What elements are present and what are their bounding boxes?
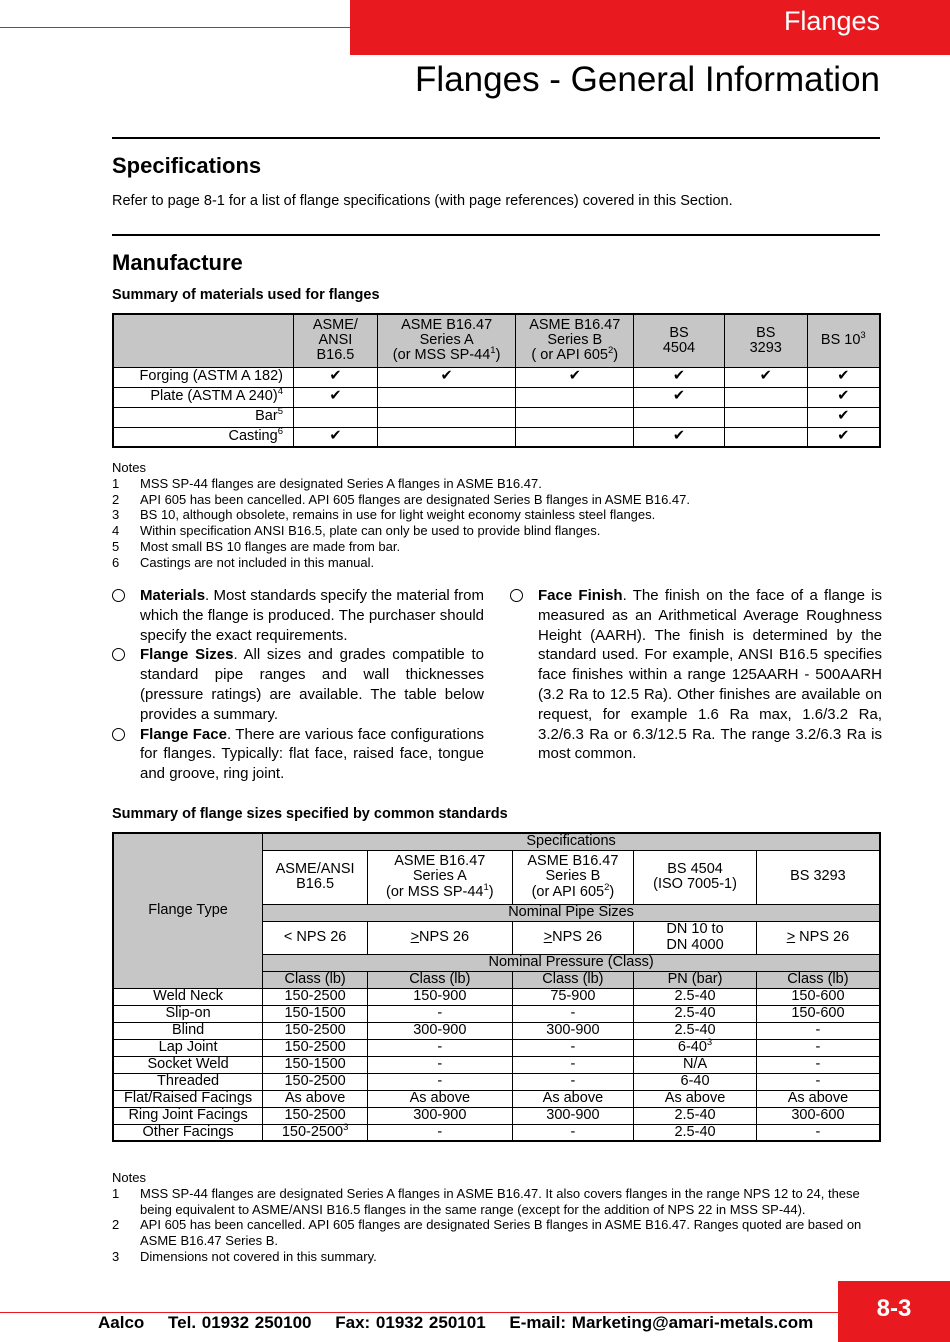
header-line: ANSI [318,332,353,349]
note-text: MSS SP-44 flanges are designated Series A flanges in ASME B16.47. [140,475,542,491]
size-range-cell [512,988,634,1005]
size-range-cell [756,1039,880,1056]
check-icon: ✔ [377,367,516,387]
empty-cell [724,387,807,407]
pipe-size-cell [756,921,880,954]
size-range-value: N/A [682,1055,708,1072]
spec-column-header [512,850,634,904]
check-icon: ✔ [634,387,725,407]
size-range-cell [263,1073,368,1090]
size-range-cell [512,1022,634,1039]
materials-notes [112,460,887,571]
note-text: Within specification ANSI B16.5, plate can only be used to provide blind flanges. [140,523,601,539]
size-range-cell [756,1124,880,1141]
footnote-ref: 2 [607,345,614,357]
size-range-cell [756,1022,880,1039]
flange-type-name: Socket Weld [113,1056,263,1073]
pipe-size-prefix: > [410,928,420,945]
size-range-value: - [437,1123,443,1140]
note-number: 2 [112,1217,120,1233]
note-text: MSS SP-44 flanges are designated Series A flanges in ASME B16.47. It also covers flanges in the range NPS 12 to 24, these being equivalent to ASME/ANSI B16.5 flanges in the same range (except for the addition of NPS 22 in MSS SP-44). [140,1185,860,1217]
size-range-value: 75-900 [550,987,596,1004]
table-row [113,407,880,427]
header-line: ASME B16.47 [529,316,621,333]
size-range-value: 150-2500 [284,1021,346,1038]
header-tail: ) [609,883,615,900]
size-range-value: - [570,1004,576,1021]
size-range-cell [634,1073,757,1090]
size-range-cell [263,988,368,1005]
size-range-value: 300-900 [546,1021,600,1038]
materials-table-header [113,314,880,367]
spec-column-header [368,850,513,904]
check-icon: ✔ [807,427,880,447]
table-row [113,1090,880,1107]
note-item [112,539,887,555]
flange-type-name: Threaded [113,1073,263,1090]
empty-cell [377,427,516,447]
corner-cell [113,314,293,367]
size-range-cell [634,1090,757,1107]
note-number: 3 [112,507,120,523]
size-range-cell [634,1039,757,1056]
header-line: (or MSS SP-44 [385,883,484,900]
circle-bullet-icon [112,589,125,602]
footnote-ref: 3 [860,330,866,342]
pipe-size-cell [263,921,368,954]
pipe-size-cell [368,921,513,954]
size-range-cell [368,1073,513,1090]
size-range-cell [634,1005,757,1022]
header-line: B16.5 [296,876,335,892]
note-item [112,476,887,492]
footer-fax: Fax: 01932 250101 [335,1313,486,1332]
pipe-size-line: DN 4000 [666,936,724,953]
size-range-cell [512,1090,634,1107]
size-range-value: 2.5-40 [674,1123,716,1140]
size-range-cell [263,1005,368,1022]
note-number: 4 [112,523,120,539]
header-line: (or API 605 [531,883,605,900]
footnote-ref: 3 [343,1121,349,1133]
empty-cell [516,387,634,407]
circle-bullet-icon [510,589,523,602]
bullet-item [510,586,882,764]
material-name: Bar [255,408,278,425]
empty-cell [377,387,516,407]
note-text: API 605 has been cancelled. API 605 flanges are designated Series B flanges in ASME B16.47. Ranges quoted are based on ASME B16.47 Series B. [140,1217,862,1249]
pipe-size-prefix: < NPS 26 [283,928,347,945]
note-item [112,1217,887,1249]
flange-type-name: Blind [113,1022,263,1039]
header-line: B16.5 [316,347,355,364]
specifications-text: Refer to page 8-1 for a list of flange specifications (with page references) covered in this Section. [112,193,733,209]
bullet-title: Face Finish [538,587,623,604]
sizes-header-row [113,833,880,850]
pipe-size-value: NPS 26 [795,928,850,945]
material-name: Casting [228,428,278,445]
footnote-ref: 1 [483,881,489,893]
specifications-heading: Specifications [112,153,262,178]
size-range-value: 300-600 [791,1106,845,1123]
size-range-value: 150-900 [413,987,467,1004]
bullet-text: . Most standards specify the material from which the flange is produced. The purchaser should specify the exact requirements. [140,587,484,644]
check-icon: ✔ [634,427,725,447]
footer-company: Aalco [98,1313,145,1332]
size-range-cell [756,1005,880,1022]
note-item [112,555,887,571]
empty-cell [293,407,377,427]
size-range-value: As above [284,1089,346,1106]
column-header [634,314,725,367]
size-range-value: 2.5-40 [674,1021,716,1038]
size-range-value: - [815,1123,821,1140]
pipe-size-prefix: > [543,928,553,945]
header-line: Series A [419,332,474,349]
header-line: ASME B16.47 [527,853,619,870]
pressure-unit-header: PN (bar) [634,971,757,988]
size-range-value: - [570,1072,576,1089]
bullet-title: Materials [140,587,206,604]
size-range-value: As above [542,1089,604,1106]
size-range-value: 150-2500 [281,1123,344,1140]
size-range-cell [368,1107,513,1124]
row-label [113,387,293,407]
pipe-size-value: NPS 26 [419,928,470,945]
check-icon: ✔ [724,367,807,387]
pressure-unit-header: Class (lb) [512,971,634,988]
spec-column-header [756,850,880,904]
note-number: 3 [112,1248,120,1264]
size-range-cell [512,1039,634,1056]
header-line: BS [756,324,776,341]
check-icon: ✔ [293,427,377,447]
nominal-pressure-header: Nominal Pressure (Class) [263,954,880,971]
size-range-cell [756,1056,880,1073]
sizes-table-heading: Summary of flange sizes specified by common standards [112,806,508,822]
size-range-cell [512,1056,634,1073]
note-text: BS 10, although obsolete, remains in use for light weight economy stainless steel flanges. [140,507,656,523]
footnote-ref: 3 [706,1037,713,1049]
size-range-cell [512,1124,634,1141]
page-number: 8-3 [876,1295,912,1322]
size-range-cell [634,1107,757,1124]
note-number: 1 [112,475,120,491]
table-row [113,387,880,407]
size-range-cell [368,1005,513,1022]
flange-type-name: Ring Joint Facings [113,1107,263,1124]
size-range-value: 6-40 [680,1072,710,1089]
empty-cell [516,407,634,427]
header-line: ( or API 605 [531,347,608,364]
table-row [113,1124,880,1141]
note-number: 6 [112,554,120,570]
note-item [112,507,887,523]
materials-table-heading: Summary of materials used for flanges [112,287,380,303]
size-range-cell [368,988,513,1005]
size-range-value: 300-900 [546,1106,600,1123]
size-range-cell [368,1039,513,1056]
header-line: (ISO 7005-1) [653,876,737,892]
table-row [113,988,880,1005]
size-range-value: - [815,1055,821,1072]
size-range-value: 150-600 [791,1004,845,1021]
size-range-cell [634,1124,757,1141]
empty-cell [377,407,516,427]
circle-bullet-icon [112,648,125,661]
flange-type-name: Weld Neck [113,988,263,1005]
bullet-item [112,725,484,784]
size-range-value: 150-2500 [284,1106,346,1123]
note-number: 2 [112,491,120,507]
table-row [113,1039,880,1056]
material-name: Plate (ASTM A 240) [150,388,278,405]
column-header [724,314,807,367]
header-line: ASME/ANSI [275,860,355,877]
size-range-cell [634,1022,757,1039]
size-range-value: - [437,1055,443,1072]
note-text: Dimensions not covered in this summary. [140,1248,377,1264]
flange-type-name: Other Facings [113,1124,263,1141]
size-range-value: 2.5-40 [674,1106,716,1123]
table-row [113,1073,880,1090]
header-tail: ) [495,347,501,364]
bullet-title: Flange Sizes [140,646,234,664]
size-range-cell [512,1073,634,1090]
sizes-table [112,832,881,1142]
pipe-size-line: DN 10 to [666,921,724,938]
footnote-ref: 4 [277,386,283,398]
empty-cell [516,427,634,447]
size-range-value: - [437,1038,443,1055]
size-range-value: As above [787,1089,849,1106]
header-line: BS 3293 [790,868,846,885]
header-line: 4504 [662,339,696,356]
check-icon: ✔ [293,387,377,407]
note-text: Castings are not included in this manual. [140,554,375,570]
note-number: 1 [112,1185,120,1201]
note-number: 5 [112,538,120,554]
size-range-cell [263,1107,368,1124]
size-range-value: As above [409,1089,471,1106]
column-header [293,314,377,367]
header-line: BS 4504 [667,860,723,877]
manufacture-heading: Manufacture [112,250,243,275]
size-range-cell [634,988,757,1005]
notes-label: Notes [112,1170,146,1185]
divider [112,234,880,236]
size-range-value: 150-600 [791,987,845,1004]
footer-tel: Tel. 01932 250100 [168,1313,312,1332]
pressure-unit-header: Class (lb) [263,971,368,988]
size-range-cell [263,1056,368,1073]
header-tail: ) [613,347,619,364]
footer-contact [98,1313,831,1333]
footnote-ref: 6 [277,426,283,438]
bullet-text: . All sizes and grades compatible to standard pipe ranges and wall thicknesses (pressure ratings) are available. The table below provides a summary. [140,646,484,723]
size-range-value: - [815,1038,821,1055]
size-range-value: - [437,1072,443,1089]
column-header [516,314,634,367]
size-range-value: - [570,1123,576,1140]
header-rule [0,27,350,28]
bullet-text: . The finish on the face of a flange is measured as an Arithmetical Average Roughness Height (AARH). The finish is determined by the standard used. For example, ANSI B16.5 specifies face finishes within a range 125AARH - 500AARH (3.2 Ra to 12.5 Ra). Other finishes are available on request, for example 1.6 Ra max, 1.6/3.2 Ra, 3.2/6.3 Ra or 6.3/12.5 Ra. The range 3.2/6.3 Ra is most common. [538,587,882,763]
flange-type-name: Slip-on [113,1005,263,1022]
flange-type-name: Lap Joint [113,1039,263,1056]
size-range-cell [512,1005,634,1022]
bullet-text: . There are various face configurations for flanges. Typically: flat face, raised face, tongue and groove, ring joint. [140,725,484,783]
size-range-cell [512,1107,634,1124]
circle-bullet-icon [112,728,125,741]
header-line: ASME B16.47 [401,316,493,333]
pipe-size-value: NPS 26 [552,928,603,945]
size-range-value: 6-40 [677,1038,707,1055]
footnote-ref: 2 [604,881,610,893]
size-range-value: As above [664,1089,726,1106]
size-range-value: 2.5-40 [674,1004,716,1021]
size-range-cell [634,1056,757,1073]
note-text: Most small BS 10 flanges are made from bar. [140,538,401,554]
table-row [113,1056,880,1073]
size-range-value: 300-900 [413,1106,467,1123]
size-range-cell [368,1022,513,1039]
table-row [113,1022,880,1039]
header-line: Series B [545,868,601,885]
notes-label: Notes [112,460,146,475]
pipe-size-cell [634,921,757,954]
section-tag: Flanges [783,6,880,36]
size-range-value: 150-1500 [284,1004,346,1021]
size-range-value: 150-1500 [284,1055,346,1072]
table-row [113,367,880,387]
flange-type-header: Flange Type [113,833,263,988]
size-range-value: 300-900 [413,1021,467,1038]
pipe-size-cell [512,921,634,954]
check-icon: ✔ [293,367,377,387]
row-label [113,407,293,427]
bullets-right [510,586,882,764]
bullet-title: Flange Face [140,725,227,743]
check-icon: ✔ [634,367,725,387]
size-range-cell [263,1121,368,1141]
bullet-item [112,645,484,724]
bullet-item [112,586,484,645]
column-header [807,314,880,367]
size-range-value: - [570,1055,576,1072]
row-label [113,427,293,447]
header-line: BS 10 [820,332,861,349]
note-text: API 605 has been cancelled. API 605 flanges are designated Series B flanges in ASME B16.47. [140,491,690,507]
header-line: BS [669,324,689,341]
empty-cell [724,427,807,447]
size-range-value: - [437,1004,443,1021]
spec-column-header [634,850,757,904]
size-range-cell [756,1090,880,1107]
header-tail: ) [488,883,494,900]
pressure-unit-header: Class (lb) [368,971,513,988]
size-range-cell [263,1090,368,1107]
size-range-value: - [815,1072,821,1089]
header-line: ASME/ [312,316,358,333]
pipe-size-prefix: > [786,928,796,945]
size-range-value: 150-2500 [284,1038,346,1055]
size-range-value: 2.5-40 [674,987,716,1004]
table-row [113,427,880,447]
specifications-header: Specifications [263,833,880,850]
size-range-cell [263,1022,368,1039]
table-row [113,1005,880,1022]
divider [112,137,880,139]
check-icon: ✔ [807,407,880,427]
empty-cell [634,407,725,427]
size-range-cell [756,1107,880,1124]
check-icon: ✔ [516,367,634,387]
size-range-cell [368,1124,513,1141]
header-line: Series B [547,332,603,349]
header-line: 3293 [749,339,782,356]
footnote-ref: 5 [277,406,283,418]
size-range-value: - [570,1038,576,1055]
pressure-unit-header: Class (lb) [756,971,880,988]
spec-column-header [263,850,368,904]
row-label [113,367,293,387]
size-range-value: 150-2500 [284,987,346,1004]
materials-table [112,313,881,448]
size-range-value: - [815,1021,821,1038]
check-icon: ✔ [807,387,880,407]
bullets-left [112,586,484,784]
flange-type-name: Flat/Raised Facings [113,1090,263,1107]
size-range-cell [263,1039,368,1056]
nominal-pipe-header: Nominal Pipe Sizes [263,904,880,921]
page-title: Flanges - General Information [415,60,880,99]
header-line: ASME B16.47 [394,853,486,870]
size-range-cell [368,1090,513,1107]
material-name: Forging (ASTM A 182) [139,368,283,385]
footnote-ref: 1 [490,345,496,357]
footer-email[interactable]: E-mail: Marketing@amari-metals.com [509,1313,814,1332]
size-range-cell [368,1056,513,1073]
note-item [112,492,887,508]
note-item [112,523,887,539]
note-item [112,1249,887,1265]
empty-cell [724,407,807,427]
column-header [377,314,516,367]
table-row [113,1107,880,1124]
header-line: Series A [412,868,467,885]
note-item [112,1186,887,1218]
header-line: (or MSS SP-44 [392,347,491,364]
size-range-cell [756,1073,880,1090]
sizes-notes [112,1170,887,1265]
size-range-value: 150-2500 [284,1072,346,1089]
size-range-cell [756,988,880,1005]
check-icon: ✔ [807,367,880,387]
